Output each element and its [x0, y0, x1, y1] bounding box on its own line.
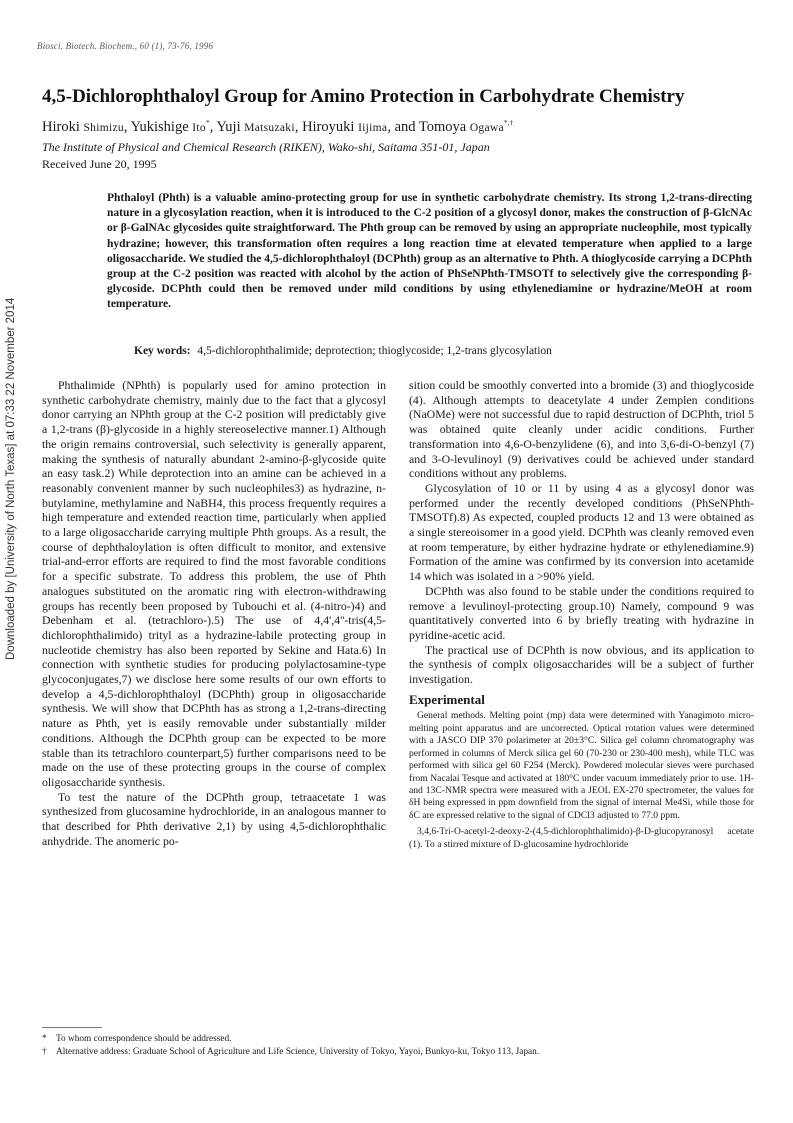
abstract: Phthaloyl (Phth) is a valuable amino-protecting group for use in synthetic carbohydrate chemistry. Its strong 1,2-trans-directing nature in a glycosylation reaction, when it is introduced to the C-2 position of a glycosyl donor, makes the construction of β-GlcNAc or β-GalNAc glycosides quite straightforward. The Phth group can be removed by using an appropriate nucleophile, most typically hydrazine; however, this transformation often requires a long reaction time at elevated temperature when applied to a large oligosaccharide. We studied the 4,5-dichlorophthaloyl (DCPhth) group as an alternative to Phth. A thioglycoside carrying a DCPhth group at the C-2 position was reacted with alcohol by the action of PhSeNPhth-TMSOTf to selectively give the corresponding β-glycoside. DCPhth could then be removed under mild conditions by using ethylenediamine or hydrazine/MeOH at room temperature.	[107, 192, 752, 311]
author-first-name: Yuji	[216, 119, 245, 135]
author-mark: *,†	[503, 118, 514, 128]
left-column	[42, 378, 386, 849]
keywords-list: 4,5-dichlorophthalimide; deprotection; thioglycoside; 1,2-trans glycosylation	[197, 345, 552, 357]
body-paragraph: sition could be smoothly converted into a bromide (3) and thioglycoside (4). Although attempts to deacetylate 4 under Zemplen conditions (NaOMe) were not successful due to rapid destruction of DCPhth, triol 5 was obtained quite cleanly under acidic conditions. Further transformation into 4,6-O-benzylidene (6), and into 3,6-di-O-benzyl (7) and 3-O-levulinoyl (9) derivatives could be achieved under standard conditions without any problems.	[409, 378, 754, 481]
author-first-name: Hiroyuki	[302, 119, 359, 135]
author-separator: ,	[294, 119, 303, 135]
author-list	[42, 119, 513, 136]
keywords	[134, 345, 552, 357]
footnote-divider	[42, 1027, 102, 1028]
keywords-label: Key words:	[134, 345, 191, 357]
experimental-paragraph: 3,4,6-Tri-O-acetyl-2-deoxy-2-(4,5-dichlorophthalimido)-β-D-glucopyranosyl acetate (1). To a stirred mixture of D-glucosamine hydrochloride	[409, 826, 754, 850]
footnote	[42, 1046, 752, 1059]
author-and: and	[394, 119, 419, 135]
author-last-name: Ogawa	[469, 122, 504, 134]
right-column	[409, 378, 754, 851]
author-separator: ,	[209, 119, 217, 135]
body-paragraph: Glycosylation of 10 or 11 by using 4 as a glycosyl donor was performed under the recently developed conditions (PhSeNPhth-TMSOTf).8) As expected, coupled products 12 and 13 were obtained as a single stereoisomer in a good yield. DCPhth was cleanly removed even at room temperature, by either hydrazine hydrate or ethylenediamine.9) Formation of the amine was confirmed by its conversion into acetamide 14 which was isolated in a >90% yield.	[409, 480, 754, 584]
footnote-mark: *	[42, 1034, 47, 1044]
body-paragraph: To test the nature of the DCPhth group, tetraacetate 1 was synthesized from glucosamine hydrochloride, in an analogous manner to that described for Phth derivative 2,1) by using 4,5-dichlorophthalic anhydride. The anomeric po-	[42, 789, 386, 848]
body-paragraph: The practical use of DCPhth is now obvious, and its application to the synthesis of complx oligosaccharides will be a subject of further investigation.	[409, 642, 754, 687]
body-paragraph: DCPhth was also found to be stable under the conditions required to remove a levulinoyl-protecting group.10) Namely, compound 9 was quantitatively converted into 6 by briefly treating with hydrazine in pyridine-acetic acid.	[409, 583, 754, 642]
affiliation: The Institute of Physical and Chemical Research (RIKEN), Wako-shi, Saitama 351-01, Japan	[42, 140, 490, 154]
author-first-name: Yukishige	[130, 119, 193, 135]
experimental-text	[409, 710, 754, 850]
received-date: Received June 20, 1995	[42, 157, 157, 171]
section-heading-experimental: Experimental	[409, 691, 485, 707]
author-first-name: Tomoya	[418, 119, 470, 135]
author-separator: ,	[387, 119, 395, 135]
footnote-text: Alternative address: Graduate School of Agriculture and Life Science, University of Tokyo, Yayoi, Bunkyo-ku, Tokyo 113, Japan.	[56, 1047, 540, 1057]
footnote-mark: †	[42, 1047, 47, 1057]
footnote	[42, 1033, 752, 1046]
experimental-paragraph: General methods. Melting point (mp) data were determined with Yanagimoto micro-melting point apparatus and are uncorrected. Optical rotation values were determined with a JASCO DIP 370 polarimeter at 20±3°C. Silica gel column chromatography was performed in columns of Merck silica gel 60 (70-230 or 230-400 mesh), while TLC was performed with silica gel 60 F254 (Merck). Powdered molecular sieves were purchased from Nacalai Tesque and activated at 180°C under vacuum immediately prior to use. 1H- and 13C-NMR spectra were measured with a JEOL EX-270 spectrometer, the values for δH being expressed in ppm downfield from the signal of internal Me4Si, while those for δC are expressed relative to the signal of CDCl3 adjusted to 77.0 ppm.	[409, 710, 754, 821]
paper-title: 4,5-Dichlorophthaloyl Group for Amino Protection in Carbohydrate Chemistry	[42, 86, 685, 107]
author-last-name: Shimizu	[83, 122, 124, 134]
author-last-name: Iijima	[358, 122, 388, 134]
author-last-name: Matsuzaki	[244, 122, 295, 134]
journal-reference: Biosci. Biotech. Biochem., 60 (1), 73-76, 1996	[37, 41, 214, 51]
footnote-text: To whom correspondence should be addressed.	[56, 1034, 232, 1044]
author-first-name: Hiroki	[42, 119, 84, 135]
footnotes	[42, 1033, 752, 1059]
author-mark: *	[205, 118, 210, 128]
download-watermark: Downloaded by [University of North Texas] at 07:33 22 November 2014	[5, 297, 17, 660]
body-paragraph: Phthalimide (NPhth) is popularly used for amino protection in synthetic carbohydrate chemistry, mainly due to the fact that a glycosyl donor carrying an NPhth group at the C-2 position will predictably give a 1,2-trans (β)-glycoside in a highly stereoselective manner.1) Although the origin remains controversial, such selectivity is generally apparent, making the synthesis of naturally abundant 2-amino-β-glycoside quite an easy task.2) While deprotection into an amine can be achieved in a reasonably convenient manner by such nucleophiles3) as hydrazine, n-butylamine, methylamine and NaBH4, this process frequently requires a high temperature and extended reaction time, particularly when applied to a large oligosaccharide carrying multiple Phth groups. As a result, the course of dephthaloylation is often difficult to monitor, and extensive trial-and-error efforts are required to find the most favorable conditions for a specific substrate. To address this problem, the use of Phth analogues substituted on the aromatic ring with electron-withdrawing groups has recently been proposed by Tubouchi et al. (4-nitro-)4) and Debenham et al. (tetrachloro-).5) The use of 4,4',4''-tris(4,5-dichlorophthalimido) trityl as a hydrazine-labile protecting group in nucleotide chemistry has also been reported by Sekine and Hata.6) In connection with synthetic studies for producing polylactosamine-type glycoconjugates,7) we disclose here some results of our own efforts to develop a 4,5-dichlorophthaloyl (DCPhth) group in oligosaccharide synthesis. We will show that DCPhth has as strong a 1,2-trans-directing nature as Phth, yet is easily removable under substantially milder conditions. Although the DCPhth group can be expected to be more stable than its tetrachloro counterpart,5) further comparisons need to be made on the use of these protecting groups in the course of complex oligosaccharide synthesis.	[42, 378, 386, 789]
author-separator: ,	[123, 119, 131, 135]
author-last-name: Ito	[192, 122, 206, 134]
